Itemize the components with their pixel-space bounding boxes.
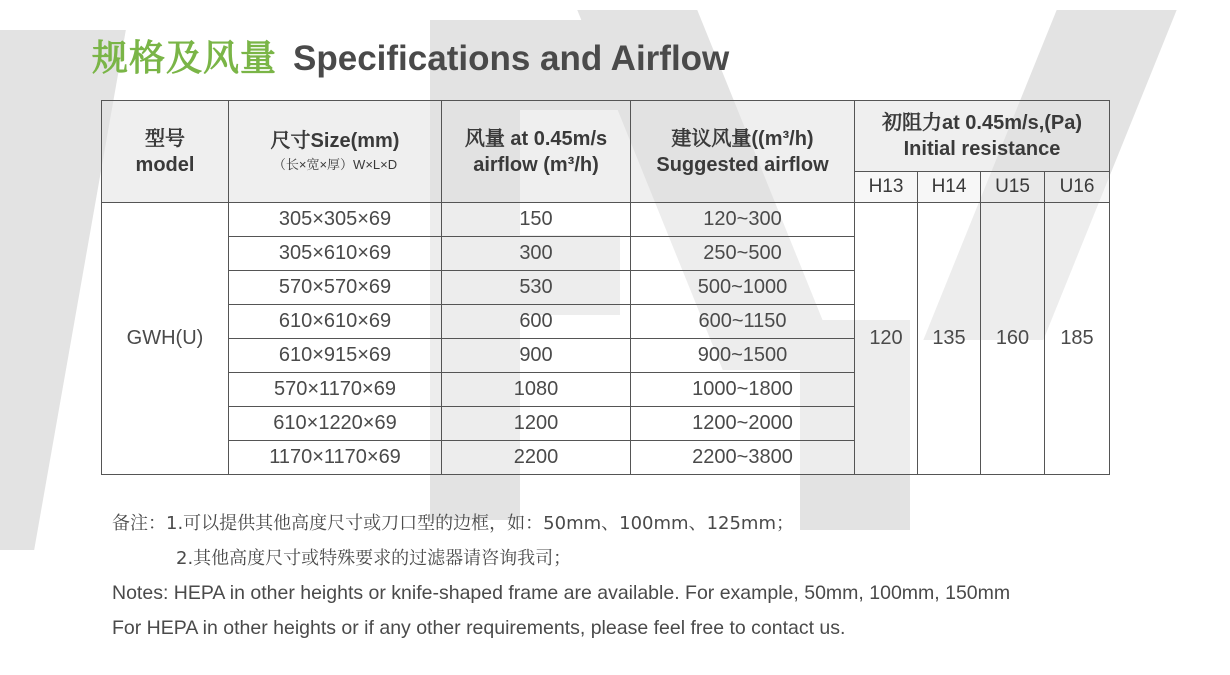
header-resistance-line1: 初阻力at 0.45m/s,(Pa)	[881, 112, 1083, 134]
airflow-cell: 1200	[442, 407, 631, 441]
size-cell: 610×1220×69	[229, 407, 442, 441]
airflow-cell: 530	[442, 271, 631, 305]
size-cell: 570×570×69	[229, 271, 442, 305]
header-suggested-line2: Suggested airflow	[656, 153, 829, 176]
size-cell: 610×610×69	[229, 305, 442, 339]
spec-table	[101, 100, 1110, 475]
model-cell: GWH(U)	[102, 203, 229, 475]
resistance-u16: 185	[1045, 203, 1110, 475]
header-airflow-line2: airflow (m³/h)	[473, 153, 599, 176]
note-en-line2: For HEPA in other heights or if any other requirements, please feel free to contact us.	[112, 617, 846, 639]
resistance-u15: 160	[981, 203, 1045, 475]
airflow-cell: 1080	[442, 373, 631, 407]
header-model-cn: 型号	[145, 127, 185, 150]
airflow-cell: 600	[442, 305, 631, 339]
header-grade-h14: H14	[918, 172, 981, 203]
header-resistance-line2: Initial resistance	[903, 138, 1061, 160]
resistance-h13: 120	[855, 203, 918, 475]
page-title	[92, 30, 729, 81]
header-grade-u16: U16	[1045, 172, 1110, 203]
header-suggested	[631, 101, 855, 203]
note-en-line1: Notes: HEPA in other heights or knife-shaped frame are available. For example, 50mm, 100mm, 150mm	[112, 582, 1011, 604]
page-title-en: Specifications and Airflow	[293, 39, 730, 78]
header-airflow	[442, 101, 631, 203]
size-cell: 570×1170×69	[229, 373, 442, 407]
suggested-cell: 500~1000	[631, 271, 855, 305]
size-cell: 1170×1170×69	[229, 441, 442, 475]
header-grade-h13: H13	[855, 172, 918, 203]
header-model	[102, 101, 229, 203]
header-resistance	[855, 101, 1110, 172]
airflow-cell: 300	[442, 237, 631, 271]
suggested-cell: 1200~2000	[631, 407, 855, 441]
header-size	[229, 101, 442, 203]
airflow-cell: 2200	[442, 441, 631, 475]
page-title-cn: 规格及风量	[92, 38, 278, 79]
note-cn-line2: 2.其他高度尺寸或特殊要求的过滤器请咨询我司；	[176, 548, 572, 569]
table-row	[102, 203, 1110, 237]
size-cell: 305×610×69	[229, 237, 442, 271]
header-model-en: model	[135, 153, 195, 176]
airflow-cell: 900	[442, 339, 631, 373]
note-cn-line1: 备注：1.可以提供其他高度尺寸或刀口型的边框，如：50mm、100mm、125mm；	[112, 513, 794, 534]
suggested-cell: 900~1500	[631, 339, 855, 373]
size-cell: 305×305×69	[229, 203, 442, 237]
header-airflow-line1: 风量 at 0.45m/s	[464, 127, 608, 150]
airflow-cell: 150	[442, 203, 631, 237]
size-cell: 610×915×69	[229, 339, 442, 373]
header-suggested-line1: 建议风量((m³/h)	[671, 127, 814, 150]
suggested-cell: 120~300	[631, 203, 855, 237]
suggested-cell: 250~500	[631, 237, 855, 271]
suggested-cell: 1000~1800	[631, 373, 855, 407]
resistance-h14: 135	[918, 203, 981, 475]
header-size-sub: （长×宽×厚）W×L×D	[272, 156, 398, 172]
header-size-title: 尺寸Size(mm)	[270, 129, 400, 152]
header-grade-u15: U15	[981, 172, 1045, 203]
suggested-cell: 2200~3800	[631, 441, 855, 475]
suggested-cell: 600~1150	[631, 305, 855, 339]
notes-block	[112, 506, 1010, 646]
